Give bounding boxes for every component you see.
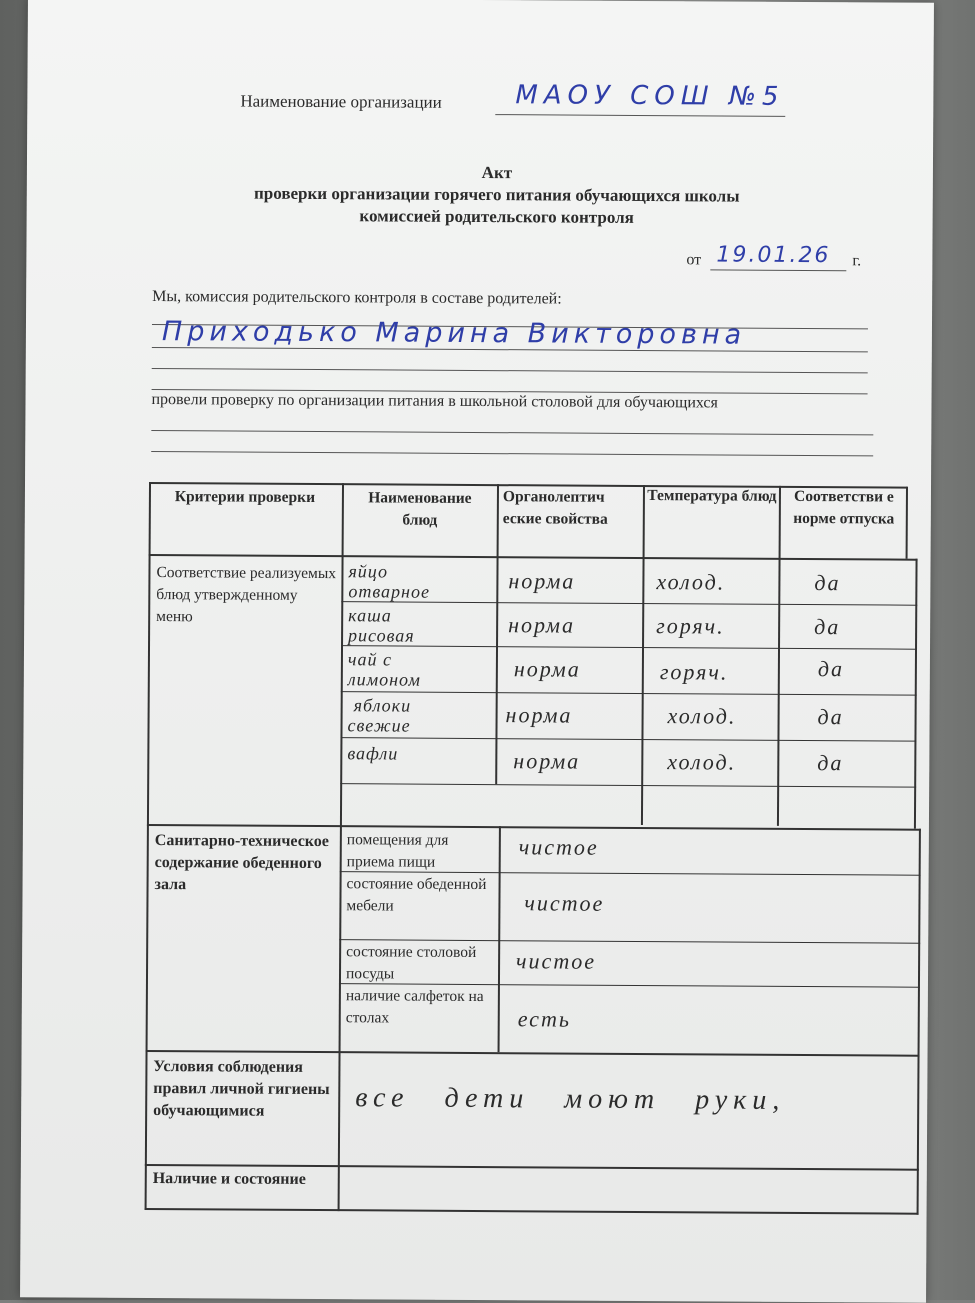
section-border-2	[146, 1050, 920, 1057]
dish-4-norm: да	[817, 704, 844, 730]
sanitary-1-value: чистое	[518, 834, 599, 860]
sanitary-3-value: чистое	[516, 948, 597, 974]
commission-intro: Мы, комиссия родительского контроля в составе родителей:	[152, 288, 562, 308]
dish-2-norm: да	[814, 614, 841, 640]
dish-2-temperature: горяч.	[656, 613, 725, 639]
criterion-sanitary: Санитарно-техническое содержание обеденного зала	[154, 832, 329, 894]
header-norm: Соответстви е норме отпуска	[793, 487, 895, 528]
sanitary-3-label: состояние столовой посуды	[345, 943, 477, 983]
table-col-divider-4	[777, 486, 781, 826]
member-line-3	[152, 368, 868, 373]
dish-5-temperature: холод.	[667, 749, 737, 775]
header-organoleptic: Органолептич еские свойства	[502, 488, 608, 528]
dish-3-name-line-1: чай с	[347, 649, 393, 670]
dish-4-name-line-1: яблоки	[353, 695, 412, 716]
date-value: 19.01.26	[716, 242, 831, 269]
dish-3-temperature: горяч.	[659, 659, 729, 685]
conducted-text: провели проверку по организации питания в школьной столовой для обучающихся	[151, 391, 718, 412]
dish-4-organoleptic: норма	[505, 702, 573, 728]
dish-2-organoleptic: норма	[508, 612, 576, 638]
org-underline	[495, 114, 785, 117]
header-criteria: Критерии проверки	[174, 488, 316, 507]
dish-row-border-4	[340, 737, 916, 742]
table-border-bottom	[145, 1208, 919, 1215]
org-value: МАОУ СОШ №5	[515, 80, 785, 112]
document-sheet	[20, 0, 934, 1303]
sanitary-1-label: помещения для приема пищи	[346, 831, 449, 871]
act-subtitle-1: проверки организации горячего питания обучающихся школы	[253, 183, 740, 206]
criterion-menu-compliance: Соответствие реализуемых блюд утвержденному меню	[156, 564, 337, 626]
header-dish: Наименование блюд	[368, 489, 472, 529]
dish-3-norm: да	[817, 656, 845, 682]
act-title: Акт	[481, 163, 513, 183]
sanitary-4-value: есть	[517, 1006, 571, 1032]
dish-3-name-line-2: лимоном	[347, 669, 421, 690]
header-temperature: Температура блюд	[647, 487, 777, 505]
dish-1-organoleptic: норма	[508, 568, 576, 594]
dish-row-border-1	[341, 601, 917, 606]
dish-row-border-5	[340, 783, 916, 788]
dish-1-name-line-2: отварное	[348, 581, 431, 602]
date-prefix: от	[686, 251, 702, 269]
header-row-border	[149, 554, 918, 561]
dish-4-name-line-2: свежие	[347, 715, 411, 736]
dish-row-border-2	[341, 645, 917, 650]
criterion-availability: Наличие и состояние	[152, 1170, 306, 1188]
dish-4-temperature: холод.	[667, 703, 737, 729]
conducted-line-1	[151, 430, 873, 435]
dish-5-norm: да	[817, 750, 844, 776]
dish-1-norm: да	[814, 570, 841, 596]
dish-5-organoleptic: норма	[513, 748, 581, 774]
inspection-table	[145, 482, 937, 1217]
table-col-divider-1	[338, 483, 344, 1211]
criterion-hygiene: Условия соблюдения правил личной гигиены обучающимися	[153, 1058, 330, 1120]
table-border-left	[145, 482, 151, 1210]
date-suffix: г.	[852, 252, 862, 270]
commission-member: Приходько Марина Викторовна	[161, 316, 747, 351]
table-border-right-mid	[914, 559, 918, 829]
dish-2-name-line-1: каша	[348, 605, 392, 626]
hygiene-value: все дети моют руки,	[355, 1082, 786, 1116]
dish-row-border-3	[341, 691, 917, 696]
table-border-right-bottom	[917, 829, 921, 1215]
sanitary-4-label: наличие салфеток на столах	[345, 987, 484, 1027]
sanitary-2-value: чистое	[524, 890, 605, 916]
act-subtitle-2: комиссией родительского контроля	[359, 206, 634, 227]
sanitary-2-label: состояние обеденной мебели	[346, 875, 487, 915]
table-border-right-top	[906, 487, 908, 559]
dish-2-name-line-2: рисовая	[348, 625, 415, 646]
dish-3-organoleptic: норма	[513, 656, 581, 682]
conducted-line-2	[151, 451, 873, 456]
dish-1-temperature: холод.	[656, 569, 726, 595]
dish-1-name-line-1: яйцо	[348, 561, 389, 582]
date-underline	[710, 269, 846, 271]
table-col-divider-3	[641, 485, 645, 825]
dish-5-name-line-1: вафли	[347, 743, 399, 764]
org-label: Наименование организации	[240, 91, 442, 112]
